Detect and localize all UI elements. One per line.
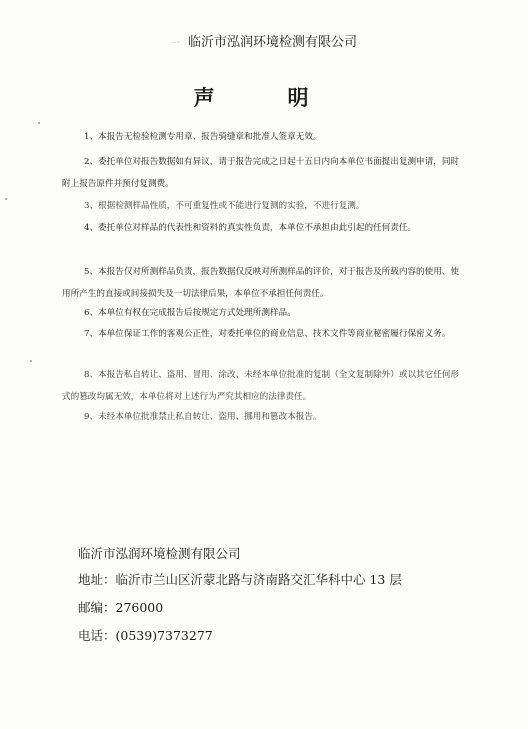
statement-item-2: 2、委托单位对报告数据如有异议，请于报告完成之日起十五日内向本单位书面提出复测申请，同时附上报告原件并预付复测费。 <box>62 157 460 189</box>
header-company: 临沂市泓润环境检测有限公司 <box>188 35 358 50</box>
footer-company: 临沂市泓润环境检测有限公司 <box>78 546 241 561</box>
statement-item-3: 3、根据检测样品性质，不可重复性或不能进行复测的实验，不进行复测。 <box>84 201 365 211</box>
scan-speck <box>5 198 7 200</box>
footer-phone: 电话：(0539)7373277 <box>78 628 213 643</box>
footer-address: 地址：临沂市兰山区沂蒙北路与济南路交汇华科中心 13 层 <box>78 572 402 587</box>
statement-item-6: 6、本单位有权在完成报告后按规定方式处理所测样品。 <box>84 308 296 318</box>
scan-speck <box>30 360 32 362</box>
statement-item-4: 4、委托单位对样品的代表性和资料的真实性负责，本单位不承担由此引起的任何责任。 <box>84 223 417 233</box>
statement-item-5: 5、本报告仅对所测样品负责，报告数据仅反映对所测样品的评价，对于报告及所载内容的使用、使用所产生的直接或间接损失及一切法律后果，本单位不承担任何责任。 <box>62 267 460 299</box>
statement-item-7: 7、本单位保证工作的客观公正性，对委托单位的商业信息、技术文件等商业秘密履行保密义务。 <box>84 329 451 339</box>
statement-item-9: 9、未经本单位批准禁止私自转让、盗用、挪用和篡改本报告。 <box>84 412 322 422</box>
page-header <box>0 31 528 50</box>
statement-item-1: 1、本报告无检验检测专用章、报告骑缝章和批准人签章无效。 <box>84 132 322 142</box>
footer-postcode: 邮编：276000 <box>78 600 164 615</box>
header-mark: 一 <box>170 39 180 49</box>
page-title: 声 明 <box>193 85 335 110</box>
statement-item-8: 8、本报告私自转让、盗用、冒用、涂改、未经本单位批准的复制（全文复制除外）或以其它任何形式的篡改均属无效，本单位将对上述行为严究其相应的法律责任。 <box>62 370 460 402</box>
scan-speck <box>38 122 40 124</box>
